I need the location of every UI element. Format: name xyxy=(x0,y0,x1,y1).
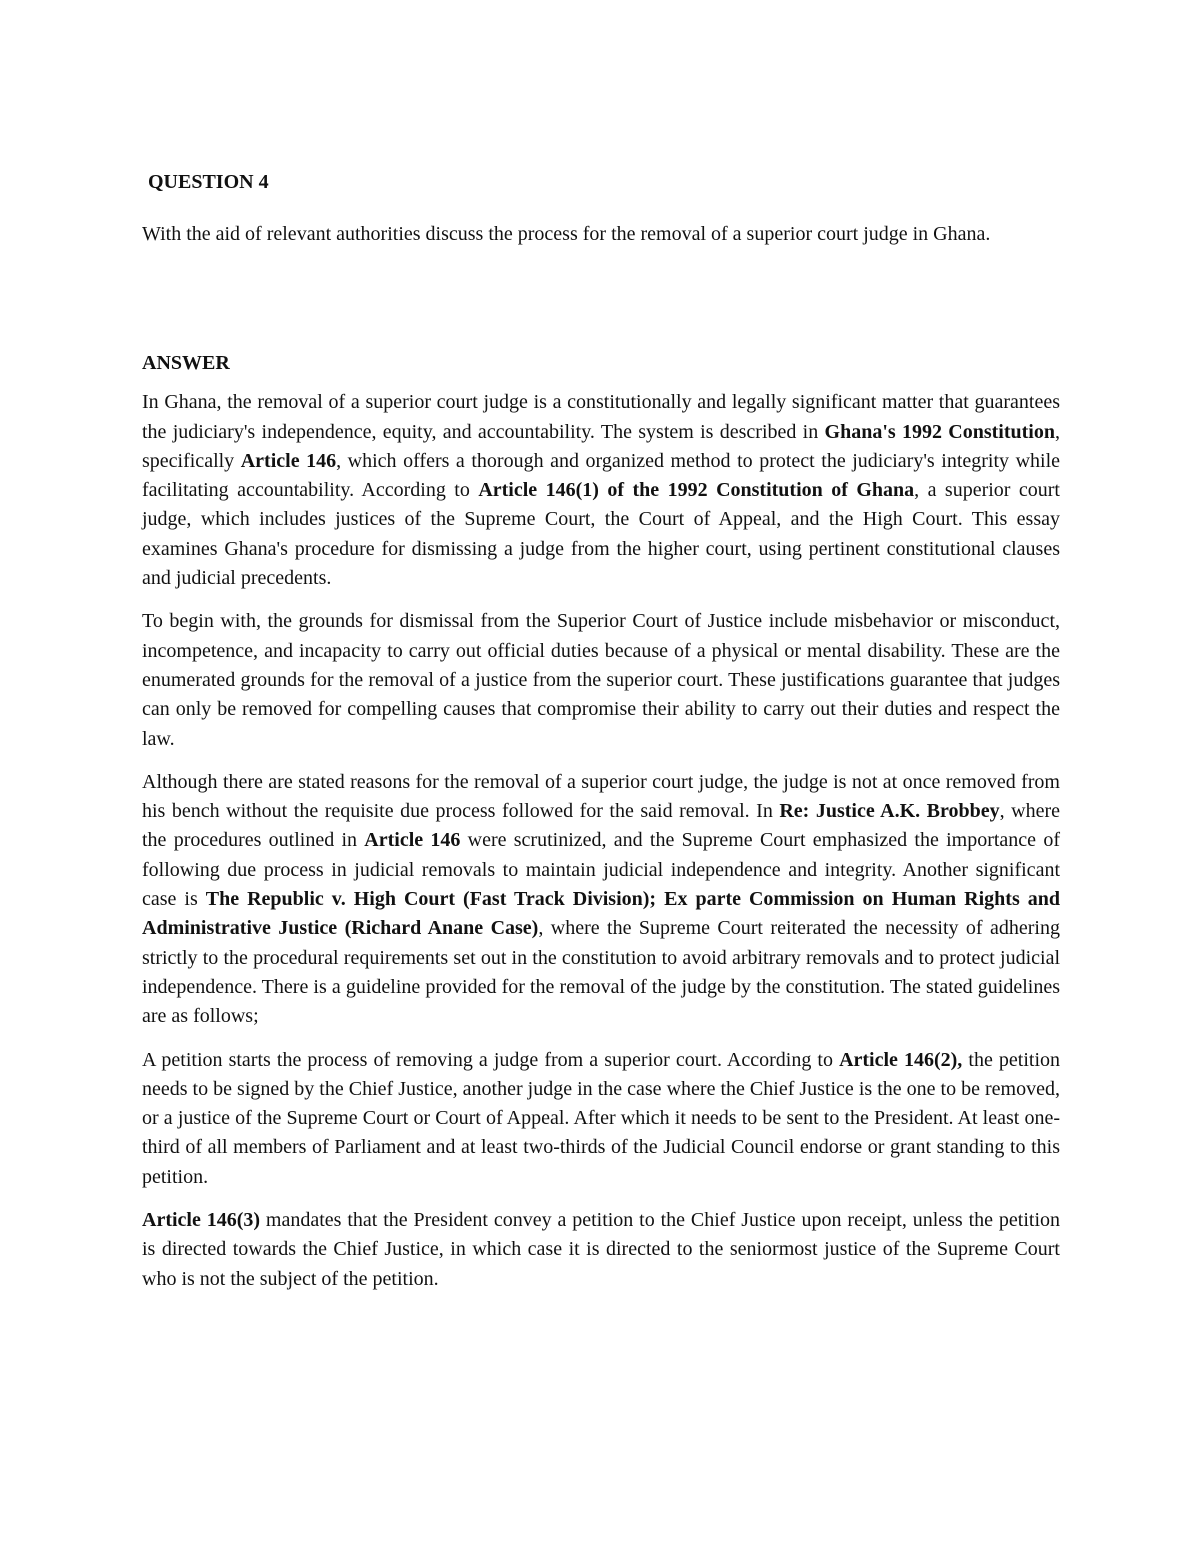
answer-paragraph xyxy=(142,1046,1060,1192)
answer-paragraph xyxy=(142,388,1060,593)
question-heading: QUESTION 4 xyxy=(148,171,269,193)
bold-citation: Article 146 xyxy=(240,449,337,472)
paragraph-text: were scrutinized, and the Supreme Court emphasized the importance of following due process in judicial removals to maintain judicial independence and integrity. Another significant case is xyxy=(142,829,1060,911)
paragraph-text: the petition needs to be signed by the Chief Justice, another judge in the case where the Chief Justice is the one to be removed, or a justice of the Supreme Court or Court of Appeal. After which it needs to be sent to the President. At least one-third of all members of Parliament and at least two-thirds of the Judicial Council endorse or grant standing to this petition. xyxy=(142,1048,1060,1188)
bold-citation: Ghana's 1992 Constitution xyxy=(824,420,1055,443)
answer-paragraph xyxy=(142,1206,1060,1294)
answer-paragraph xyxy=(142,607,1060,753)
paragraph-text: , a superior court judge, which includes justices of the Supreme Court, the Court of Appeal, and the High Court. This essay examines Ghana's procedure for dismissing a judge from the higher court, using pertinent constitutional clauses and judicial precedents. xyxy=(142,479,1060,590)
paragraph-text: Although there are stated reasons for the removal of a superior court judge, the judge is not at once removed from his bench without the requisite due process followed for the said removal. In xyxy=(142,770,1060,823)
paragraph-text: , which offers a thorough and organized method to protect the judiciary's integrity while facilitating accountability. According to xyxy=(142,449,1060,502)
document-page xyxy=(142,168,1060,1308)
answer-heading: ANSWER xyxy=(142,352,230,375)
bold-citation: Article 146(2), xyxy=(839,1048,963,1071)
bold-citation: The Republic v. High Court (Fast Track Division); Ex parte Commission on Human Rights and Administrative Justice (Richard Anane Case) xyxy=(142,888,1060,940)
paragraph-text: In Ghana, the removal of a superior court judge is a constitutionally and legally significant matter that guarantees the judiciary's independence, equity, and accountability. The system is described in xyxy=(142,391,1060,443)
bold-citation: Article 146 xyxy=(364,829,461,852)
paragraph-text: , where the procedures outlined in xyxy=(142,800,1061,852)
question-text: With the aid of relevant authorities discuss the process for the removal of a superior court judge in Ghana. xyxy=(142,223,991,245)
paragraph-text: A petition starts the process of removing a judge from a superior court. According to xyxy=(142,1048,840,1071)
bold-citation: Article 146(3) xyxy=(142,1209,261,1232)
bold-citation: Re: Justice A.K. Brobbey xyxy=(779,800,1000,823)
paragraph-text: , where the Supreme Court reiterated the necessity of adhering strictly to the procedural requirements set out in the constitution to avoid arbitrary removals and to protect judicial independence. There is a guideline provided for the removal of the judge by the constitution. The stated guidelines are as follows; xyxy=(142,917,1060,1028)
paragraph-text: To begin with, the grounds for dismissal from the Superior Court of Justice include misbehavior or misconduct, incompetence, and incapacity to carry out official duties because of a physical or mental disability. These are the enumerated grounds for the removal of a justice from the superior court. These justifications guarantee that judges can only be removed for compelling causes that compromise their ability to carry out their duties and respect the law. xyxy=(142,610,1060,750)
paragraph-text: mandates that the President convey a petition to the Chief Justice upon receipt, unless the petition is directed towards the Chief Justice, in which case it is directed to the seniormost justice of the Supreme Court who is not the subject of the petition. xyxy=(142,1209,1060,1290)
answer-paragraph xyxy=(142,768,1060,1032)
answer-body xyxy=(142,388,1060,1294)
bold-citation: Article 146(1) of the 1992 Constitution of Ghana xyxy=(478,479,915,502)
paragraph-text: , specifically xyxy=(142,420,1060,472)
